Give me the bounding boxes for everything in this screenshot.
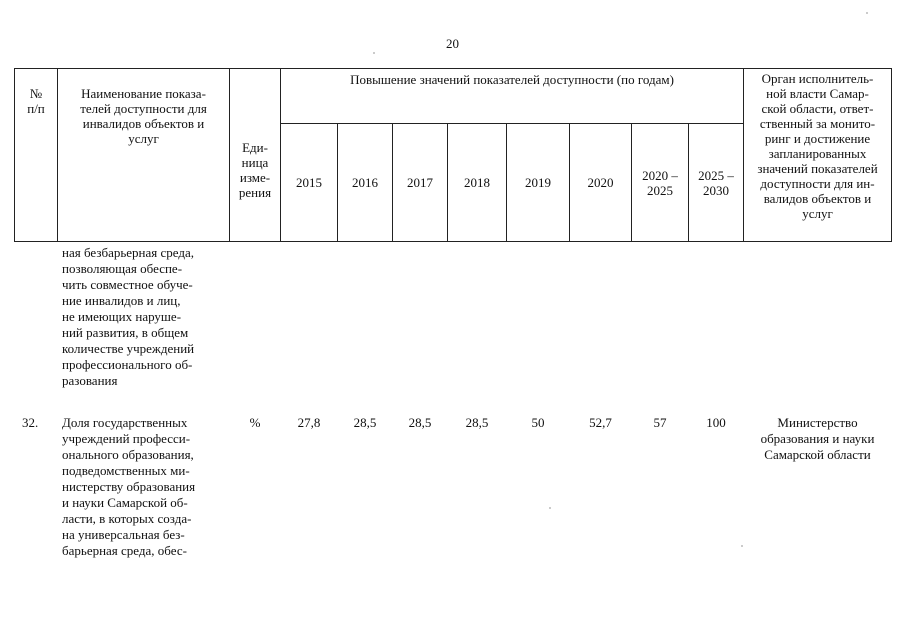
year-2018: 2018 xyxy=(464,175,490,190)
value-2015: 27,8 xyxy=(297,415,321,430)
value-2025-2030: 100 xyxy=(706,415,726,430)
indicator-line: ласти, в которых созда- xyxy=(62,511,192,526)
year-2016: 2016 xyxy=(352,175,378,190)
indicator-line: и науки Самарской об- xyxy=(62,495,188,510)
value-2020-2025: 57 xyxy=(653,415,667,430)
indicator-line: на универсальная без- xyxy=(62,527,185,542)
value-2018: 28,5 xyxy=(465,415,489,430)
header-unit: Еди- ница изме- рения xyxy=(238,140,272,200)
value-2020: 52,7 xyxy=(589,415,612,430)
scan-speck xyxy=(866,12,868,14)
year-2017: 2017 xyxy=(407,175,433,190)
year-2020-2025: 2020 – 2025 xyxy=(642,167,678,198)
continuation-line: ний развития, в общем xyxy=(62,325,189,340)
header-number: № п/п xyxy=(27,86,45,116)
responsible-org: Министерство образования и науки Самарской области xyxy=(760,415,875,462)
header-years-title: Повышение значений показателей доступности (по годам) xyxy=(350,71,674,87)
page-number: 20 xyxy=(446,36,459,51)
continuation-line: ная безбарьерная среда, xyxy=(62,245,195,260)
year-2019: 2019 xyxy=(525,175,551,190)
scan-speck xyxy=(741,545,743,547)
continuation-line: не имеющих наруше- xyxy=(62,309,182,324)
continuation-line: профессионального об- xyxy=(62,357,193,372)
indicator-line: онального образования, xyxy=(62,447,194,462)
value-2016: 28,5 xyxy=(353,415,377,430)
continuation-line: количестве учреждений xyxy=(62,341,195,356)
header-indicator-name: Наименование показа- телей доступности для инвалидов объектов и услуг xyxy=(80,86,207,146)
indicator-line: барьерная среда, обес- xyxy=(62,543,187,558)
scan-speck xyxy=(549,507,551,509)
value-2019: 50 xyxy=(531,415,545,430)
continuation-line: ние инвалидов и лиц, xyxy=(62,293,181,308)
indicator-line: подведомственных ми- xyxy=(62,463,190,478)
scan-speck xyxy=(373,52,375,54)
unit-value: % xyxy=(249,415,261,430)
indicator-line: нистерству образования xyxy=(62,479,196,494)
indicator-line: Доля государственных xyxy=(62,415,188,430)
continuation-line: позволяющая обеспе- xyxy=(62,261,183,276)
continuation-line: разования xyxy=(62,373,118,388)
year-2015: 2015 xyxy=(296,175,322,190)
indicator-line: учреждений професси- xyxy=(62,431,191,446)
value-2017: 28,5 xyxy=(408,415,432,430)
row-number: 32. xyxy=(22,415,39,430)
year-2020: 2020 xyxy=(587,175,614,190)
continuation-line: чить совместное обуче- xyxy=(62,277,193,292)
header-responsible-org: Орган исполнитель- ной власти Самар- ской области, ответ- ственный за монито- ринг и достижение запланированных значений показателей доступности для ин- валидов объектов и услуг xyxy=(757,71,878,221)
year-2025-2030: 2025 – 2030 xyxy=(698,167,734,198)
